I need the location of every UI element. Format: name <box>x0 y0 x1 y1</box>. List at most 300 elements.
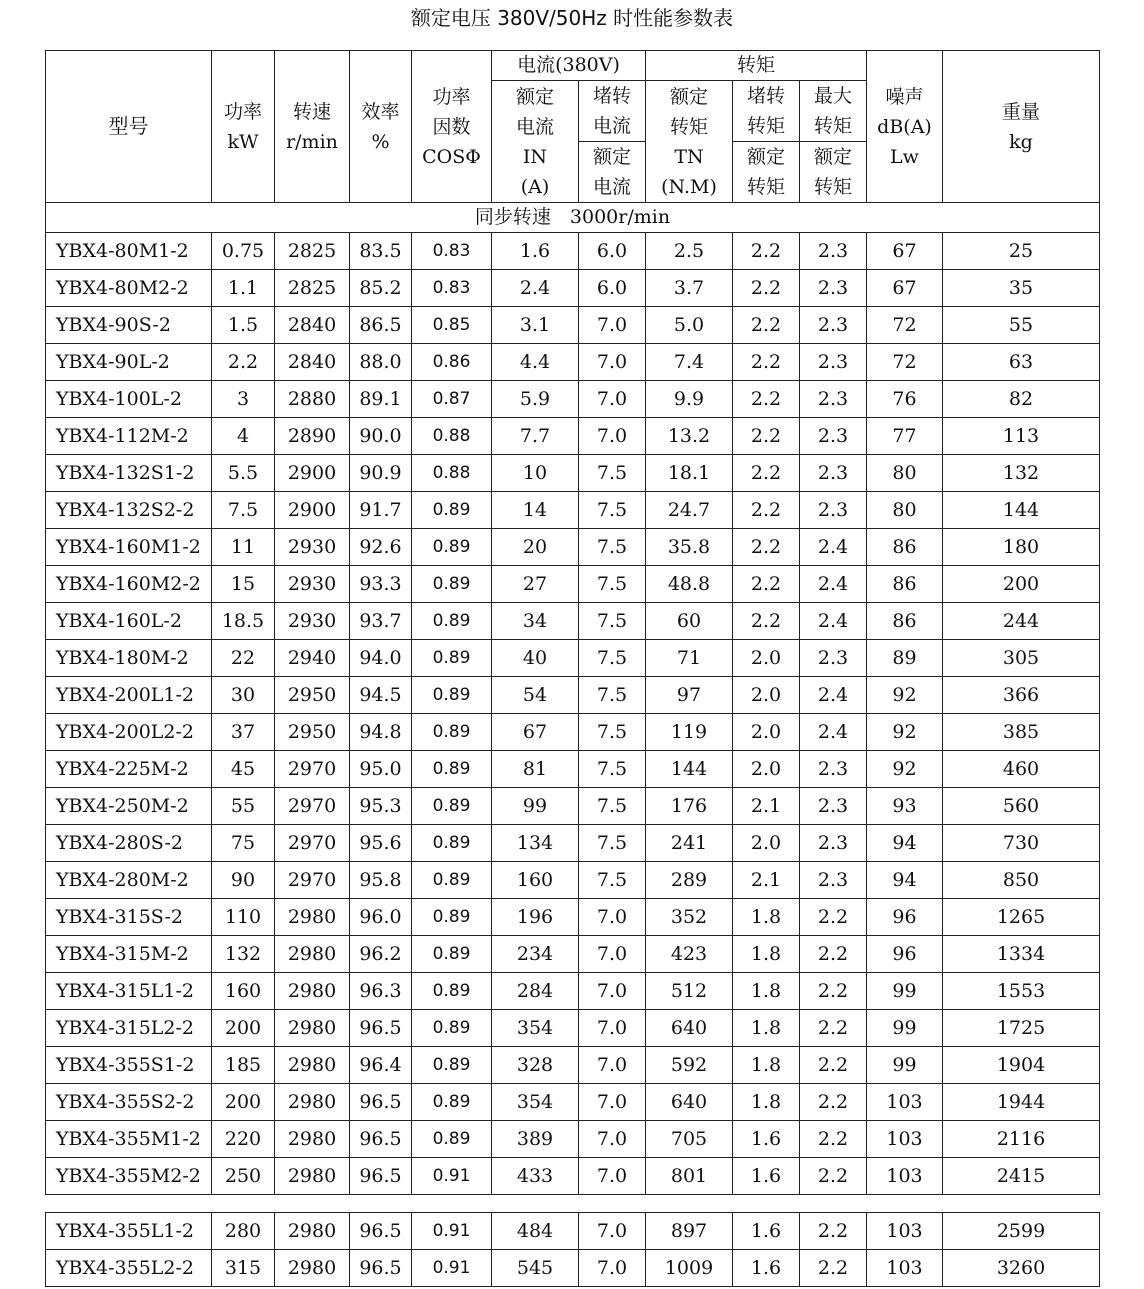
table-row <box>46 529 1100 566</box>
table-cell: 90.0 <box>350 418 412 455</box>
table-cell: 75 <box>212 825 275 862</box>
table-cell: 5.0 <box>646 307 733 344</box>
table-cell: 2.3 <box>800 492 867 529</box>
table-cell: 0.89 <box>412 566 492 603</box>
table-cell: YBX4-200L2-2 <box>46 714 212 751</box>
table-cell: 0.88 <box>412 418 492 455</box>
table-cell: 2980 <box>275 1047 350 1084</box>
table-cell: 2930 <box>275 529 350 566</box>
table-cell: 94.8 <box>350 714 412 751</box>
table-cell: 7.0 <box>579 344 646 381</box>
performance-table-continued <box>45 1212 1100 1287</box>
table-cell: 2900 <box>275 455 350 492</box>
table-cell: 385 <box>943 714 1100 751</box>
table-cell: 2.4 <box>800 566 867 603</box>
table-row <box>46 270 1100 307</box>
table-cell: 592 <box>646 1047 733 1084</box>
table-cell: 92.6 <box>350 529 412 566</box>
table-cell: 2.2 <box>800 1084 867 1121</box>
table-cell: 113 <box>943 418 1100 455</box>
table-row <box>46 862 1100 899</box>
table-cell: 0.88 <box>412 455 492 492</box>
table-cell: 7.5 <box>579 677 646 714</box>
table-cell: 96.2 <box>350 936 412 973</box>
table-cell: 7.0 <box>579 1158 646 1195</box>
table-cell: 1.8 <box>733 936 800 973</box>
table-cell: 96.0 <box>350 899 412 936</box>
table-cell: 352 <box>646 899 733 936</box>
table-cell: 289 <box>646 862 733 899</box>
table-cell: 20 <box>492 529 579 566</box>
table-cell: 95.6 <box>350 825 412 862</box>
table-cell: 366 <box>943 677 1100 714</box>
table-cell: 97 <box>646 677 733 714</box>
table-cell: 7.5 <box>579 640 646 677</box>
table-cell: 2.1 <box>733 862 800 899</box>
table-cell: 2.0 <box>733 714 800 751</box>
table-cell: YBX4-160M2-2 <box>46 566 212 603</box>
table-cell: 1.6 <box>733 1213 800 1250</box>
table-cell: 3.1 <box>492 307 579 344</box>
table-cell: 2970 <box>275 825 350 862</box>
table-cell: 2.2 <box>800 1047 867 1084</box>
table-cell: 0.89 <box>412 936 492 973</box>
table-cell: 5.9 <box>492 381 579 418</box>
table-cell: 7.0 <box>579 1010 646 1047</box>
header-torque-group: 转矩 <box>646 51 867 81</box>
table-cell: 2.2 <box>733 455 800 492</box>
table-cell: 2940 <box>275 640 350 677</box>
table-cell: 2.2 <box>212 344 275 381</box>
table-cell: 460 <box>943 751 1100 788</box>
table-cell: 1.5 <box>212 307 275 344</box>
table-cell: 897 <box>646 1213 733 1250</box>
table-cell: 484 <box>492 1213 579 1250</box>
table-cell: 1553 <box>943 973 1100 1010</box>
table-cell: 14 <box>492 492 579 529</box>
table-cell: YBX4-280S-2 <box>46 825 212 862</box>
table-cell: 96.5 <box>350 1010 412 1047</box>
table-cell: 0.89 <box>412 492 492 529</box>
table-cell: YBX4-112M-2 <box>46 418 212 455</box>
table-cell: 2.3 <box>800 270 867 307</box>
page-title: 额定电压 380V/50Hz 时性能参数表 <box>410 6 734 30</box>
table-cell: 7.5 <box>579 603 646 640</box>
table-row <box>46 751 1100 788</box>
header-power: 功率 kW <box>212 51 275 203</box>
table-cell: 96 <box>867 936 943 973</box>
table-cell: 7.5 <box>579 492 646 529</box>
table-cell: 1904 <box>943 1047 1100 1084</box>
table-cell: 103 <box>867 1213 943 1250</box>
table-cell: 7.0 <box>579 418 646 455</box>
table-cell: 9.9 <box>646 381 733 418</box>
table-row <box>46 1250 1100 1287</box>
header-efficiency: 效率 % <box>350 51 412 203</box>
header-rated-torque: 额定 转矩 TN (N.M) <box>646 81 733 203</box>
table-cell: 640 <box>646 1010 733 1047</box>
table-cell: 2.2 <box>800 936 867 973</box>
table-cell: YBX4-180M-2 <box>46 640 212 677</box>
table-cell: 1.6 <box>733 1158 800 1195</box>
table-cell: 2.2 <box>733 307 800 344</box>
table-cell: 86.5 <box>350 307 412 344</box>
table-cell: 96.4 <box>350 1047 412 1084</box>
table-cell: 1.6 <box>733 1121 800 1158</box>
table-cell: 7.0 <box>579 1250 646 1287</box>
table-cell: 7.5 <box>212 492 275 529</box>
table-cell: YBX4-355S2-2 <box>46 1084 212 1121</box>
table-cell: 67 <box>492 714 579 751</box>
table-cell: 545 <box>492 1250 579 1287</box>
table-cell: 93.7 <box>350 603 412 640</box>
table-row <box>46 307 1100 344</box>
table-cell: 132 <box>212 936 275 973</box>
table-cell: 7.0 <box>579 973 646 1010</box>
table-cell: 2840 <box>275 344 350 381</box>
table-row <box>46 1084 1100 1121</box>
table-cell: 92 <box>867 677 943 714</box>
table-cell: 2.3 <box>800 825 867 862</box>
table-cell: 0.83 <box>412 270 492 307</box>
table-cell: 22 <box>212 640 275 677</box>
table-row <box>46 603 1100 640</box>
table-cell: 110 <box>212 899 275 936</box>
table-cell: 250 <box>212 1158 275 1195</box>
table-cell: 95.8 <box>350 862 412 899</box>
table-cell: 103 <box>867 1250 943 1287</box>
table-cell: 119 <box>646 714 733 751</box>
table-cell: 91.7 <box>350 492 412 529</box>
table-cell: 15 <box>212 566 275 603</box>
table-cell: 512 <box>646 973 733 1010</box>
table-cell: 2980 <box>275 899 350 936</box>
table-cell: 92 <box>867 751 943 788</box>
table-cell: 2.4 <box>800 603 867 640</box>
table-cell: 2970 <box>275 751 350 788</box>
table-row <box>46 566 1100 603</box>
performance-table <box>45 50 1100 1195</box>
header-model: 型号 <box>46 51 212 203</box>
table-cell: 94 <box>867 825 943 862</box>
table-cell: 30 <box>212 677 275 714</box>
table-cell: 7.0 <box>579 1047 646 1084</box>
main-table-body <box>46 233 1100 1195</box>
table-cell: 801 <box>646 1158 733 1195</box>
table-cell: 176 <box>646 788 733 825</box>
table-cell: 2970 <box>275 788 350 825</box>
table-cell: 0.89 <box>412 899 492 936</box>
table-row <box>46 1213 1100 1250</box>
table-cell: 0.89 <box>412 1010 492 1047</box>
table-cell: YBX4-355S1-2 <box>46 1047 212 1084</box>
table-cell: 134 <box>492 825 579 862</box>
table-row <box>46 381 1100 418</box>
table-cell: 99 <box>867 1047 943 1084</box>
table-row <box>46 492 1100 529</box>
table-cell: 280 <box>212 1213 275 1250</box>
table-cell: 95.3 <box>350 788 412 825</box>
table-cell: 2.4 <box>800 529 867 566</box>
table-cell: 96.5 <box>350 1084 412 1121</box>
table-row <box>46 825 1100 862</box>
header-max-torque-top: 最大 转矩 <box>800 81 867 142</box>
table-cell: 2.2 <box>733 344 800 381</box>
table-cell: 354 <box>492 1084 579 1121</box>
table-cell: 2980 <box>275 1250 350 1287</box>
table-cell: 2.2 <box>733 418 800 455</box>
table-cell: 99 <box>867 1010 943 1047</box>
table-cell: 200 <box>212 1084 275 1121</box>
table-cell: YBX4-315L2-2 <box>46 1010 212 1047</box>
table-cell: 0.89 <box>412 1047 492 1084</box>
table-cell: 850 <box>943 862 1100 899</box>
table-cell: 7.5 <box>579 455 646 492</box>
table-cell: 81 <box>492 751 579 788</box>
table-cell: 89 <box>867 640 943 677</box>
table-cell: 2.2 <box>800 1158 867 1195</box>
table-cell: 0.91 <box>412 1158 492 1195</box>
table-cell: 7.0 <box>579 936 646 973</box>
table-cell: YBX4-250M-2 <box>46 788 212 825</box>
table-cell: 0.89 <box>412 529 492 566</box>
table-cell: 2.2 <box>733 381 800 418</box>
table-cell: 24.7 <box>646 492 733 529</box>
table-cell: 0.89 <box>412 677 492 714</box>
table-cell: 1.6 <box>733 1250 800 1287</box>
table-row <box>46 714 1100 751</box>
table-cell: 560 <box>943 788 1100 825</box>
table-cell: 18.1 <box>646 455 733 492</box>
table-cell: 2825 <box>275 270 350 307</box>
table-cell: 92 <box>867 714 943 751</box>
table-cell: 1.8 <box>733 1010 800 1047</box>
table-cell: 94 <box>867 862 943 899</box>
header-speed: 转速 r/min <box>275 51 350 203</box>
table-row <box>46 418 1100 455</box>
table-cell: 71 <box>646 640 733 677</box>
table-cell: 2.2 <box>733 529 800 566</box>
table-cell: 2890 <box>275 418 350 455</box>
table-cell: 1.8 <box>733 973 800 1010</box>
table-cell: 35 <box>943 270 1100 307</box>
table-cell: 99 <box>867 973 943 1010</box>
table-cell: 7.4 <box>646 344 733 381</box>
table-cell: 2.3 <box>800 862 867 899</box>
table-cell: 13.2 <box>646 418 733 455</box>
table-cell: 2880 <box>275 381 350 418</box>
table-cell: 72 <box>867 307 943 344</box>
table-cell: 2.3 <box>800 307 867 344</box>
table-cell: 2.2 <box>800 1250 867 1287</box>
table-cell: 0.89 <box>412 603 492 640</box>
table-cell: 2.0 <box>733 640 800 677</box>
table-cell: 96.5 <box>350 1121 412 1158</box>
table-cell: 0.87 <box>412 381 492 418</box>
table-cell: YBX4-80M1-2 <box>46 233 212 270</box>
table-row <box>46 233 1100 270</box>
table-cell: 37 <box>212 714 275 751</box>
table-cell: 2.4 <box>492 270 579 307</box>
table-cell: YBX4-90S-2 <box>46 307 212 344</box>
table-cell: 305 <box>943 640 1100 677</box>
table-cell: 423 <box>646 936 733 973</box>
table-cell: 2980 <box>275 1158 350 1195</box>
table-cell: 2.5 <box>646 233 733 270</box>
table-cell: 2.3 <box>800 788 867 825</box>
table-cell: 7.0 <box>579 1213 646 1250</box>
table-cell: 103 <box>867 1121 943 1158</box>
table-cell: 0.89 <box>412 973 492 1010</box>
table-row <box>46 1158 1100 1195</box>
table-cell: 2.4 <box>800 714 867 751</box>
table-cell: 2.3 <box>800 455 867 492</box>
table-cell: 2.2 <box>733 233 800 270</box>
table-cell: 0.89 <box>412 1084 492 1121</box>
table-cell: 7.5 <box>579 714 646 751</box>
table-cell: 0.91 <box>412 1213 492 1250</box>
table-cell: 90.9 <box>350 455 412 492</box>
header-current-group: 电流(380V) <box>492 51 646 81</box>
table-cell: YBX4-225M-2 <box>46 751 212 788</box>
table-cell: 1.6 <box>492 233 579 270</box>
header-rated-current: 额定 电流 IN (A) <box>492 81 579 203</box>
table-cell: 0.85 <box>412 307 492 344</box>
table-cell: 1.8 <box>733 1084 800 1121</box>
table-cell: 7.5 <box>579 788 646 825</box>
table-cell: 7.0 <box>579 1121 646 1158</box>
table-cell: 2.2 <box>733 603 800 640</box>
table-cell: YBX4-132S2-2 <box>46 492 212 529</box>
table-cell: 2.3 <box>800 344 867 381</box>
table-cell: 200 <box>943 566 1100 603</box>
table-cell: 1.8 <box>733 899 800 936</box>
table-cell: 3.7 <box>646 270 733 307</box>
table-cell: 2950 <box>275 714 350 751</box>
header-locked-torque-top: 堵转 转矩 <box>733 81 800 142</box>
table-cell: 2.2 <box>733 566 800 603</box>
table-row <box>46 677 1100 714</box>
table-cell: 2.0 <box>733 825 800 862</box>
table-cell: 2950 <box>275 677 350 714</box>
table-cell: 99 <box>492 788 579 825</box>
table-cell: 7.0 <box>579 381 646 418</box>
table-cell: 2.3 <box>800 751 867 788</box>
table-cell: 86 <box>867 566 943 603</box>
table-cell: 2980 <box>275 1213 350 1250</box>
table-cell: 241 <box>646 825 733 862</box>
table-cell: 0.89 <box>412 751 492 788</box>
table-cell: 3260 <box>943 1250 1100 1287</box>
table-cell: YBX4-355M2-2 <box>46 1158 212 1195</box>
table-cell: 244 <box>943 603 1100 640</box>
table-cell: 2.4 <box>800 677 867 714</box>
table-cell: 48.8 <box>646 566 733 603</box>
table-cell: 96 <box>867 899 943 936</box>
table-cell: 7.0 <box>579 1084 646 1121</box>
table-cell: 83.5 <box>350 233 412 270</box>
table-row <box>46 455 1100 492</box>
table-cell: 88.0 <box>350 344 412 381</box>
table-cell: 2980 <box>275 1010 350 1047</box>
table-cell: 4 <box>212 418 275 455</box>
table-cell: 200 <box>212 1010 275 1047</box>
table-cell: 234 <box>492 936 579 973</box>
table-cell: 7.7 <box>492 418 579 455</box>
table-cell: 0.89 <box>412 862 492 899</box>
table-cell: 2.2 <box>733 492 800 529</box>
table-cell: 67 <box>867 270 943 307</box>
table-cell: 2.2 <box>800 1121 867 1158</box>
table-cell: 94.0 <box>350 640 412 677</box>
header-locked-current-bottom: 额定 电流 <box>579 142 646 203</box>
table-cell: YBX4-80M2-2 <box>46 270 212 307</box>
table-cell: YBX4-160M1-2 <box>46 529 212 566</box>
table-cell: 2930 <box>275 566 350 603</box>
table-cell: 7.5 <box>579 825 646 862</box>
table-cell: YBX4-200L1-2 <box>46 677 212 714</box>
table-cell: YBX4-100L-2 <box>46 381 212 418</box>
header-locked-current-top: 堵转 电流 <box>579 81 646 142</box>
table-cell: 1.8 <box>733 1047 800 1084</box>
table-cell: 2900 <box>275 492 350 529</box>
table-cell: 0.89 <box>412 788 492 825</box>
table-cell: 0.89 <box>412 714 492 751</box>
table-cell: YBX4-132S1-2 <box>46 455 212 492</box>
header-locked-torque-bottom: 额定 转矩 <box>733 142 800 203</box>
table-cell: 1725 <box>943 1010 1100 1047</box>
table-row <box>46 640 1100 677</box>
table-cell: 2840 <box>275 307 350 344</box>
table-cell: 2980 <box>275 1121 350 1158</box>
table-row <box>46 344 1100 381</box>
table-cell: 2.0 <box>733 751 800 788</box>
table-cell: 96.3 <box>350 973 412 1010</box>
table-cell: 2.2 <box>733 270 800 307</box>
table-cell: 67 <box>867 233 943 270</box>
table-cell: 76 <box>867 381 943 418</box>
table-cell: 11 <box>212 529 275 566</box>
table-cell: 2.3 <box>800 418 867 455</box>
table-cell: 96.5 <box>350 1250 412 1287</box>
table-cell: 144 <box>943 492 1100 529</box>
table-cell: 0.75 <box>212 233 275 270</box>
table-cell: 2415 <box>943 1158 1100 1195</box>
table-cell: 389 <box>492 1121 579 1158</box>
table-cell: 2.2 <box>800 973 867 1010</box>
table-cell: 354 <box>492 1010 579 1047</box>
table-cell: 7.0 <box>579 899 646 936</box>
table-row <box>46 1010 1100 1047</box>
table-cell: 132 <box>943 455 1100 492</box>
table-cell: 2.3 <box>800 233 867 270</box>
table-cell: 54 <box>492 677 579 714</box>
table-cell: 82 <box>943 381 1100 418</box>
table-cell: 40 <box>492 640 579 677</box>
table-cell: 103 <box>867 1084 943 1121</box>
table-cell: YBX4-315S-2 <box>46 899 212 936</box>
table-cell: 7.5 <box>579 529 646 566</box>
table-cell: 1265 <box>943 899 1100 936</box>
table-row <box>46 1047 1100 1084</box>
header-power-factor: 功率 因数 COSΦ <box>412 51 492 203</box>
table-cell: 80 <box>867 455 943 492</box>
table-cell: 5.5 <box>212 455 275 492</box>
table-cell: 45 <box>212 751 275 788</box>
table-cell: YBX4-90L-2 <box>46 344 212 381</box>
table-cell: 1.1 <box>212 270 275 307</box>
table-cell: 0.86 <box>412 344 492 381</box>
